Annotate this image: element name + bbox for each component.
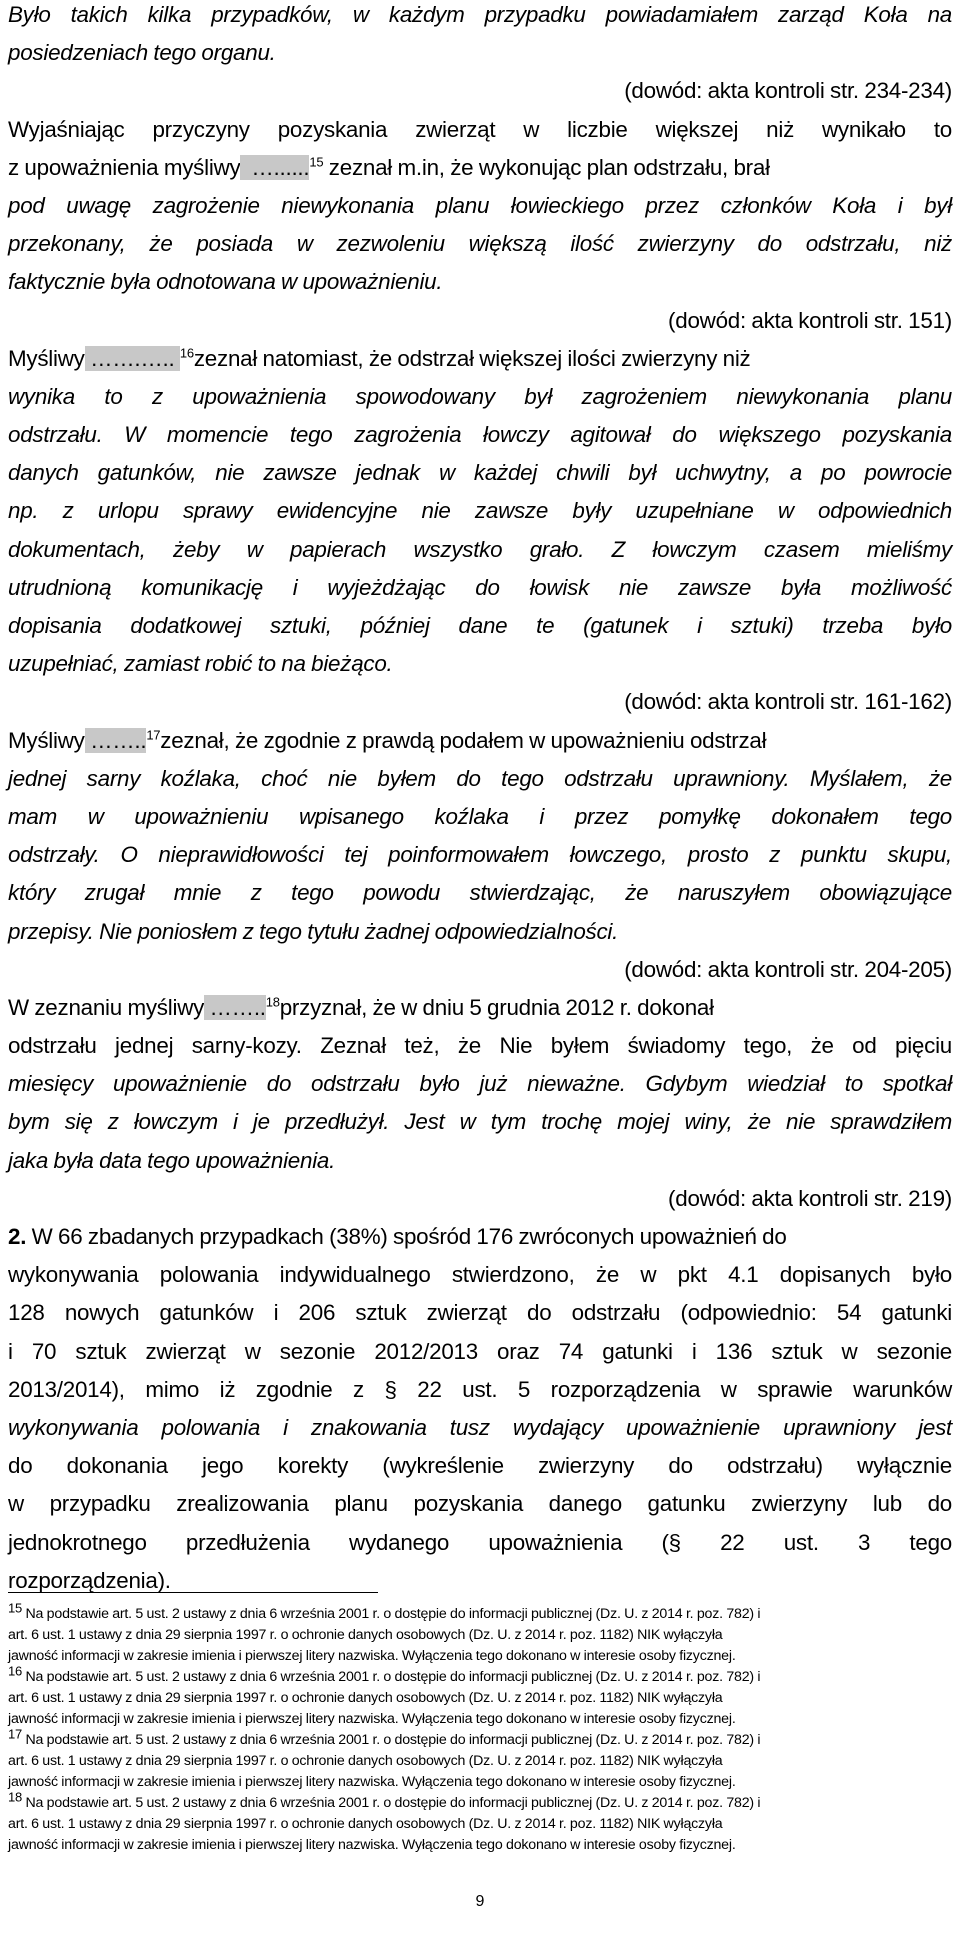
redacted-name: ……..	[84, 727, 147, 753]
evidence-reference: (dowód: akta kontroli str. 219)	[668, 1185, 952, 1211]
footnote-18: $^{18}$ Na podstawie art. 5 ust. 2 ustawy z dnia 6 września 2001 r. o dostępie do informacji publicznej (Dz. U. z 2014 r. poz. 782) i art. 6 ust. 1 ustawy z dnia 29 sierpnia 1997 r. o ochronie danych osobowych (Dz. U. z 2014 r. poz. 1182) NIK wyłączyła jawność informacji w zakresie imienia i pierwszej litery nazwiska. Wyłączenia tego dokonano w interesie osoby fizycznej.	[8, 1789, 761, 1853]
evidence-reference: (dowód: akta kontroli str. 151)	[668, 307, 952, 333]
text-line: mam w upoważnieniu wpisanego koźlaka i przez pomyłkę dokonałem tego	[8, 803, 952, 829]
text-line: 128 nowych gatunków i 206 sztuk zwierząt do odstrzału (odpowiednio: 54 gatunki	[8, 1300, 952, 1326]
footnote-number: 18	[8, 1789, 23, 1805]
text-line: jednej sarny koźlaka, choć nie byłem do tego odstrzału uprawniony. Myślałem, że	[8, 765, 952, 791]
text-line: W zeznaniu myśliwy ……..$^{18}$przyznał, że w dniu 5 grudnia 2012 r. dokonał	[8, 994, 714, 1020]
text-line: 2013/2014), mimo iż zgodnie z § 22 ust. 5 rozporządzenia w sprawie warunków	[8, 1376, 952, 1402]
text-line: posiedzeniach tego organu.	[8, 40, 276, 66]
text-line: 2. W 66 zbadanych przypadkach (38%) spośród 176 zwróconych upoważnień do	[8, 1224, 787, 1249]
evidence-reference: (dowód: akta kontroli str. 234-234)	[624, 78, 952, 104]
footnote-number: 16	[8, 1663, 23, 1679]
footnote-number: 17	[8, 1726, 23, 1742]
text-line: jaka była data tego upoważnienia.	[8, 1147, 336, 1173]
text-line: w przypadku zrealizowania planu pozyskania danego gatunku zwierzyny lub do	[8, 1491, 952, 1517]
text-line: pod uwagę zagrożenie niewykonania planu łowieckiego przez członków Koła i był	[8, 192, 952, 218]
text-line: wykonywania polowania i znakowania tusz wydający upoważnienie uprawniony jest	[8, 1414, 952, 1440]
text-line: przepisy. Nie poniosłem z tego tytułu żadnej odpowiedzialności.	[8, 918, 619, 944]
point-number: 2.	[8, 1224, 27, 1249]
text-line: który zrugał mnie z tego powodu stwierdzając, że naruszyłem obowiązujące	[8, 880, 952, 906]
footnote-ref: 17	[146, 727, 161, 743]
text-line: bym się z łowczym i je przedłużył. Jest w tym trochę mojej winy, że nie sprawdziłem	[8, 1109, 952, 1135]
footnote-17: $^{17}$ Na podstawie art. 5 ust. 2 ustawy z dnia 6 września 2001 r. o dostępie do informacji publicznej (Dz. U. z 2014 r. poz. 782) i art. 6 ust. 1 ustawy z dnia 29 sierpnia 1997 r. o ochronie danych osobowych (Dz. U. z 2014 r. poz. 1182) NIK wyłączyła jawność informacji w zakresie imienia i pierwszej litery nazwiska. Wyłączenia tego dokonano w interesie osoby fizycznej.	[8, 1726, 761, 1790]
evidence-reference: (dowód: akta kontroli str. 161-162)	[624, 689, 952, 715]
page-number: 9	[475, 1893, 485, 1910]
footnotes	[8, 1600, 952, 1856]
text-line: odstrzały. O nieprawidłowości tej poinformowałem łowczego, prosto z punktu skupu,	[8, 842, 952, 868]
text-line: odstrzału. W momencie tego zagrożenia łowczy agitował do większego pozyskania	[8, 422, 952, 448]
text-line: Wyjaśniając przyczyny pozyskania zwierząt w liczbie większej niż wynikało to	[8, 116, 952, 142]
text-line: Było takich kilka przypadków, w każdym przypadku powiadamiałem zarząd Koła na	[8, 2, 952, 27]
footnote-16: $^{16}$ Na podstawie art. 5 ust. 2 ustawy z dnia 6 września 2001 r. o dostępie do informacji publicznej (Dz. U. z 2014 r. poz. 782) i art. 6 ust. 1 ustawy z dnia 29 sierpnia 1997 r. o ochronie danych osobowych (Dz. U. z 2014 r. poz. 1182) NIK wyłączyła jawność informacji w zakresie imienia i pierwszej litery nazwiska. Wyłączenia tego dokonano w interesie osoby fizycznej.	[8, 1663, 761, 1727]
text-line: do dokonania jego korekty (wykreślenie zwierzyny do odstrzału) wyłącznie	[8, 1453, 952, 1479]
text-line: dokumentach, żeby w papierach wszystko grało. Z łowczym czasem mieliśmy	[8, 536, 952, 562]
redacted-name: …….…..	[84, 345, 180, 371]
text-line: rozporządzenia).	[8, 1567, 171, 1593]
text-line: Myśliwy ……..$^{17}$zeznał, że zgodnie z prawdą podałem w upoważnieniu odstrzał	[8, 727, 767, 753]
footnote-ref: 18	[265, 994, 280, 1010]
footnote-separator	[8, 1592, 378, 1593]
text-line: jednokrotnego przedłużenia wydanego upoważnienia (§ 22 ust. 3 tego	[8, 1529, 952, 1555]
text-line: dopisania dodatkowej sztuki, później dane te (gatunek i sztuki) trzeba było	[8, 613, 952, 638]
redacted-name: ……..	[204, 994, 266, 1020]
text-line: z upoważnienia myśliwy …......$^{15}$ zeznał m.in, że wykonując plan odstrzału, brał	[8, 154, 770, 180]
text-line: uzupełniać, zamiast robić to na bieżąco.	[8, 651, 393, 677]
text-line: odstrzału jednej sarny-kozy. Zeznał też, że Nie byłem świadomy tego, że od pięciu	[8, 1033, 952, 1059]
text-line: i 70 sztuk zwierząt w sezonie 2012/2013 oraz 74 gatunki i 136 sztuk w sezonie	[8, 1338, 952, 1364]
text-line: faktycznie była odnotowana w upoważnieniu.	[8, 269, 443, 295]
text-line: wynika to z upoważnienia spowodowany był zagrożeniem niewykonania planu	[8, 383, 952, 409]
redacted-name: …......	[240, 155, 309, 180]
footnote-15: $^{15}$ Na podstawie art. 5 ust. 2 ustawy z dnia 6 września 2001 r. o dostępie do informacji publicznej (Dz. U. z 2014 r. poz. 782) i art. 6 ust. 1 ustawy z dnia 29 sierpnia 1997 r. o ochronie danych osobowych (Dz. U. z 2014 r. poz. 1182) NIK wyłączyła jawność informacji w zakresie imienia i pierwszej litery nazwiska. Wyłączenia tego dokonano w interesie osoby fizycznej.	[8, 1600, 761, 1664]
text-line: utrudnioną komunikację i wyjeżdżając do łowisk nie zawsze była możliwość	[8, 574, 952, 600]
text-line: danych gatunków, nie zawsze jednak w każdej chwili był uchwytny, a po powrocie	[8, 460, 952, 486]
text-line: Myśliwy …….….. $^{16}$zeznał natomiast, że odstrzał większej ilości zwierzyny niż	[8, 345, 751, 371]
text-line: wykonywania polowania indywidualnego stwierdzono, że w pkt 4.1 dopisanych było	[8, 1262, 952, 1288]
footnote-ref: 16	[179, 345, 194, 361]
text-line: np. z urlopu sprawy ewidencyjne nie zawsze były uzupełniane w odpowiednich	[8, 498, 952, 524]
text-line: miesięcy upoważnienie do odstrzału było już nieważne. Gdybym wiedział to spotkał	[8, 1071, 952, 1097]
text-line: przekonany, że posiada w zezwoleniu większą ilość zwierzyny do odstrzału, niż	[8, 231, 952, 257]
main-text	[8, 0, 952, 1600]
footnote-number: 15	[8, 1600, 23, 1616]
evidence-reference: (dowód: akta kontroli str. 204-205)	[624, 956, 952, 982]
footnote-ref: 15	[309, 154, 324, 170]
